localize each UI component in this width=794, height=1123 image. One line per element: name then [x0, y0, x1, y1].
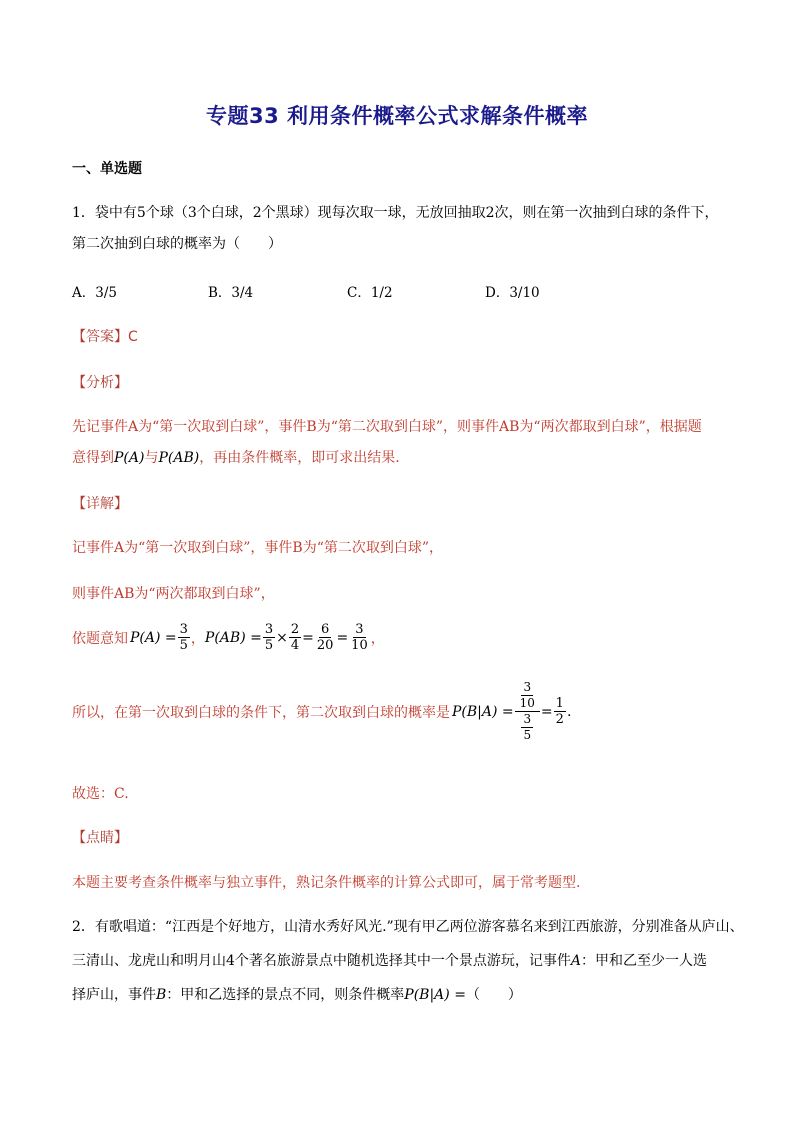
analysis-line1: 先记事件A为“第一次取到白球”，事件B为“第二次取到白球”，则事件AB为“两次都取到白球”，根据题	[72, 419, 702, 435]
fraction-1-2: $\frac{1}{2}$	[555, 696, 564, 727]
detail-pab: P(AB) =	[204, 629, 262, 646]
analysis-line2-pre: 意得到	[72, 450, 114, 466]
page-title: 专题33 利用条件概率公式求解条件概率	[205, 104, 589, 128]
fraction-6-20: $\frac{6}{20}$	[316, 622, 334, 653]
analysis-line2	[72, 447, 400, 467]
q2-stem-line2: 三清山、龙虎山和明月山4个著名旅游景点中随机选择其中一个景点游玩，记事件A：甲和乙至少一人选	[72, 953, 708, 969]
detail-conclusion: 故选：C.	[72, 786, 129, 802]
q1-option-c: C．1/2	[347, 285, 393, 301]
detail-pba: P(B|A) =	[452, 703, 514, 720]
fraction-3-5-b: $\frac{3}{5}$	[264, 622, 274, 653]
comment-label: 【点睛】	[72, 830, 128, 846]
fraction-2-4: $\frac{2}{4}$	[290, 622, 300, 653]
detail-line2: 则事件AB为“两次都取到白球”，	[72, 586, 275, 602]
q2-stem-line1: 2．有歌唱道：“江西是个好地方，山清水秀好风光.”现有甲乙两位游客慕名来到江西旅游，分别准备从庐山、	[72, 919, 744, 935]
detail-line1: 记事件A为“第一次取到白球”，事件B为“第二次取到白球”，	[72, 540, 444, 556]
q2-stem-line3: 择庐山，事件B：甲和乙选择的景点不同，则条件概率P(B|A) =（ ）	[72, 987, 522, 1003]
q1-option-d: D．3/10	[485, 285, 540, 301]
detail-line4: 所以，在第一次取到白球的条件下，第二次取到白球的概率是 P(B|A) = $\frac{\frac{3}{10}}{\frac{3}{5}}$ = $\frac{1}{2}$ .	[72, 680, 572, 742]
compound-fraction: $\frac{\frac{3}{10}}{\frac{3}{5}}$	[515, 680, 540, 743]
q1-stem-line1: 1．袋中有5个球（3个白球，2个黑球）现每次取一球，无放回抽取2次，则在第一次抽到白球的条件下，	[72, 205, 719, 221]
detail-pa: P(A) =	[130, 629, 177, 646]
q1-option-a: A．3/5	[72, 285, 117, 301]
analysis-pab: P(AB)	[158, 450, 200, 466]
q2-pba: P(B|A) =	[404, 987, 466, 1003]
analysis-pa: P(A)	[114, 450, 145, 466]
answer-label: 【答案】	[72, 329, 128, 345]
answer-value: C	[128, 329, 138, 345]
analysis-label: 【分析】	[72, 375, 128, 391]
section-heading: 一、单选题	[72, 161, 142, 177]
event-a: A	[570, 953, 582, 969]
event-b: B	[156, 987, 167, 1003]
analysis-and: 与	[144, 450, 159, 466]
answer-label-row	[72, 326, 138, 346]
analysis-line2-post: ，再由条件概率，即可求出结果.	[199, 450, 400, 466]
q1-option-b: B．3/4	[208, 285, 254, 301]
fraction-3-5: $\frac{3}{5}$	[179, 622, 188, 653]
detail-line4-pre: 所以，在第一次取到白球的条件下，第二次取到白球的概率是	[72, 704, 450, 721]
detail-label: 【详解】	[72, 496, 128, 512]
detail-line3: 依题意知 P(A) = $\frac{3}{5}$ ， P(AB) = $\frac{3}{5}$ × $\frac{2}{4}$ = $\frac{6}{20}$ = $\frac{3}{10}$ ，	[72, 622, 385, 653]
fraction-3-10: $\frac{3}{10}$	[351, 622, 368, 653]
q1-stem-line2: 第二次抽到白球的概率为（ ）	[72, 236, 282, 252]
detail-line3-pre: 依题意知	[72, 630, 128, 647]
comment-text: 本题主要考查条件概率与独立事件，熟记条件概率的计算公式即可，属于常考题型.	[72, 875, 581, 891]
